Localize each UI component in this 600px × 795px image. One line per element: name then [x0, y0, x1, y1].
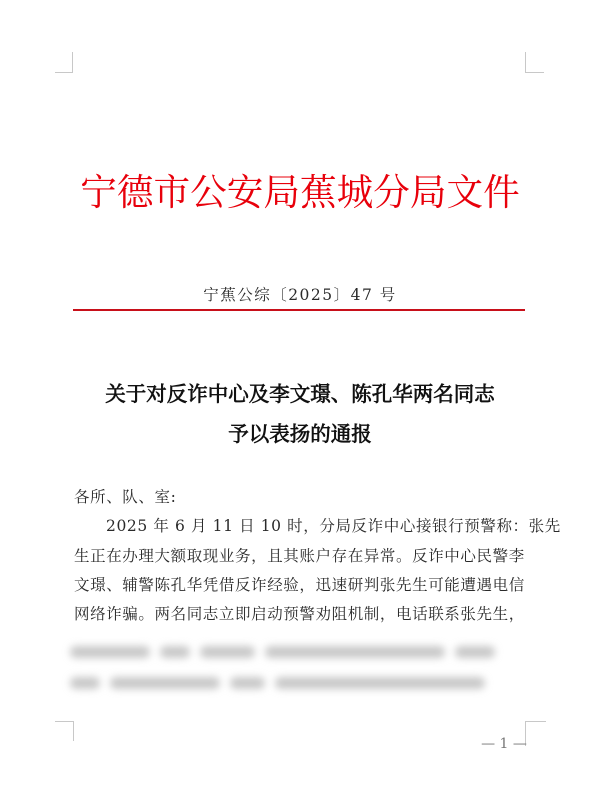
- redacted-text-line: [70, 643, 530, 661]
- body-line: 2025 年 6 月 11 日 10 时，分局反诈中心接银行预警称：张先: [106, 517, 561, 536]
- body-line: 生正在办理大额取现业务，且其账户存在异常。反诈中心民警李: [74, 546, 525, 565]
- corner-mark-bottom-left: [55, 721, 74, 741]
- corner-mark-top-left: [55, 52, 73, 73]
- subject-line-2: 予以表扬的通报: [228, 422, 372, 446]
- salutation: 各所、队、室:: [74, 488, 177, 506]
- corner-mark-top-right: [525, 52, 544, 73]
- page-number: — 1 —: [481, 736, 527, 752]
- body-line: 网络诈骗。两名同志立即启动预警劝阻机制，电话联系张先生，: [74, 605, 525, 624]
- document-number: 宁蕉公综〔2025〕47 号: [203, 286, 397, 304]
- body-line: 文璟、辅警陈孔华凭借反诈经验，迅速研判张先生可能遭遇电信: [74, 575, 525, 594]
- red-divider-line: [73, 309, 525, 311]
- document-masthead: 宁德市公安局蕉城分局文件: [80, 171, 520, 214]
- subject-line-1: 关于对反诈中心及李文璟、陈孔华两名同志: [105, 382, 495, 406]
- document-subject: [0, 374, 600, 454]
- redacted-text-line: [70, 674, 530, 692]
- document-body: [74, 483, 561, 629]
